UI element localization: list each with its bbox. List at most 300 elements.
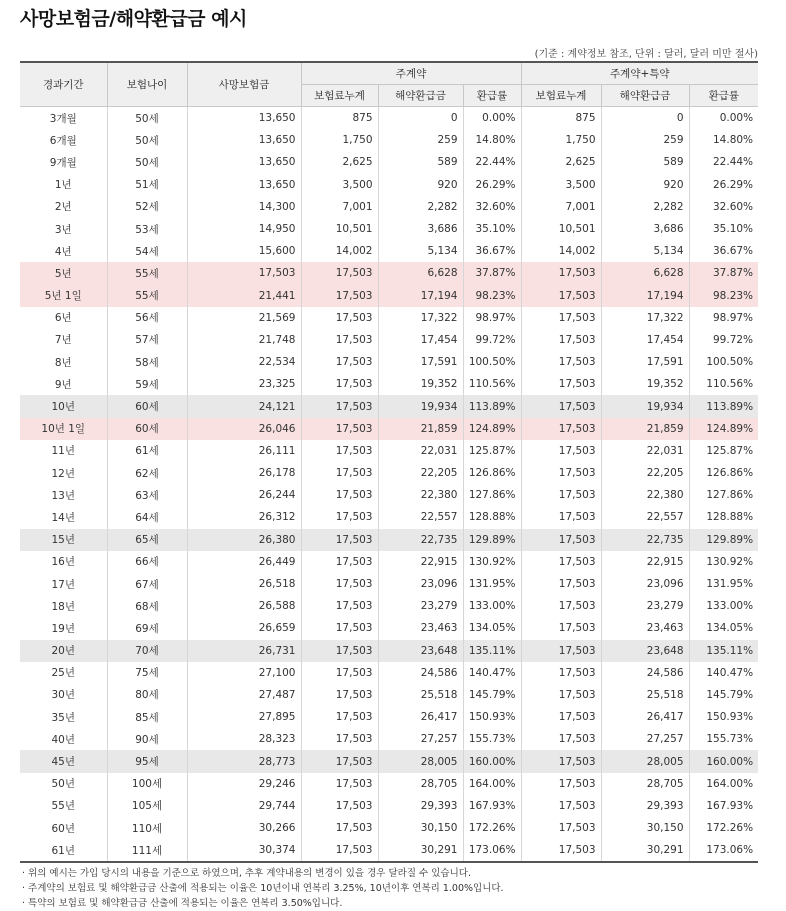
cell-period: 45년 <box>20 750 107 772</box>
header-death-benefit: 사망보험금 <box>187 62 301 107</box>
cell-death-benefit: 26,244 <box>187 484 301 506</box>
cell-combined-premium: 7,001 <box>521 196 601 218</box>
table-row <box>20 706 758 728</box>
cell-main-rate: 134.05% <box>463 617 521 639</box>
cell-main-refund: 6,628 <box>378 262 463 284</box>
cell-main-refund: 17,322 <box>378 307 463 329</box>
cell-age: 60세 <box>107 395 187 417</box>
cell-combined-rate: 129.89% <box>689 529 758 551</box>
cell-combined-rate: 113.89% <box>689 395 758 417</box>
header-combined-refund: 해약환급금 <box>601 85 689 107</box>
cell-combined-premium: 10,501 <box>521 218 601 240</box>
cell-main-premium: 17,503 <box>301 706 378 728</box>
cell-age: 61세 <box>107 440 187 462</box>
cell-main-rate: 0.00% <box>463 107 521 130</box>
cell-death-benefit: 26,449 <box>187 551 301 573</box>
cell-main-rate: 129.89% <box>463 529 521 551</box>
cell-combined-refund: 17,194 <box>601 285 689 307</box>
cell-combined-refund: 23,279 <box>601 595 689 617</box>
cell-main-premium: 17,503 <box>301 395 378 417</box>
cell-main-rate: 36.67% <box>463 240 521 262</box>
cell-period: 61년 <box>20 839 107 862</box>
table-row <box>20 728 758 750</box>
cell-combined-premium: 17,503 <box>521 506 601 528</box>
cell-main-premium: 7,001 <box>301 196 378 218</box>
header-age: 보험나이 <box>107 62 187 107</box>
cell-combined-rate: 172.26% <box>706 822 754 835</box>
table-row <box>20 351 758 373</box>
table-row <box>20 640 758 662</box>
cell-main-refund: 21,859 <box>378 418 463 440</box>
cell-main-premium: 17,503 <box>301 418 378 440</box>
cell-main-premium: 3,500 <box>301 174 378 196</box>
cell-main-refund: 3,686 <box>378 218 463 240</box>
cell-combined-rate: 32.60% <box>713 200 754 213</box>
cell-period: 17년 <box>20 573 107 595</box>
cell-combined-refund: 22,380 <box>601 484 689 506</box>
table-row <box>20 662 758 684</box>
cell-main-premium: 10,501 <box>301 218 378 240</box>
cell-main-premium: 17,503 <box>301 285 378 307</box>
cell-combined-rate: 14.80% <box>713 134 754 147</box>
cell-combined-premium: 17,503 <box>521 351 601 373</box>
cell-combined-rate: 126.86% <box>706 467 754 480</box>
cell-main-refund: 17,454 <box>378 329 463 351</box>
cell-main-refund: 2,282 <box>378 196 463 218</box>
cell-age: 70세 <box>107 640 187 662</box>
table-row <box>20 484 758 506</box>
cell-combined-refund: 19,934 <box>601 395 689 417</box>
cell-combined-refund: 17,454 <box>601 329 689 351</box>
cell-combined-refund: 259 <box>601 129 689 151</box>
cell-main-refund: 22,735 <box>378 529 463 551</box>
cell-combined-refund: 28,005 <box>601 750 689 772</box>
cell-period: 30년 <box>20 684 107 706</box>
cell-main-refund: 19,934 <box>378 395 463 417</box>
cell-period: 7년 <box>20 329 107 351</box>
cell-age: 54세 <box>107 240 187 262</box>
cell-period: 11년 <box>20 440 107 462</box>
cell-death-benefit: 28,323 <box>187 728 301 750</box>
footnote: · 위의 예시는 가입 당시의 내용을 기준으로 하였으며, 추후 계약내용의 변경이 있을 경우 달라질 수 있습니다. <box>22 868 471 879</box>
cell-combined-refund: 24,586 <box>601 662 689 684</box>
cell-age: 55세 <box>107 285 187 307</box>
cell-age: 90세 <box>107 728 187 750</box>
cell-main-rate: 128.88% <box>463 506 521 528</box>
cell-main-premium: 17,503 <box>301 773 378 795</box>
cell-death-benefit: 21,441 <box>187 285 301 307</box>
cell-combined-refund: 17,322 <box>601 307 689 329</box>
cell-main-premium: 17,503 <box>301 307 378 329</box>
cell-death-benefit: 26,588 <box>187 595 301 617</box>
cell-main-rate: 131.95% <box>463 573 521 595</box>
cell-combined-rate: 134.05% <box>706 622 754 635</box>
cell-combined-refund: 589 <box>601 151 689 173</box>
cell-age: 53세 <box>107 218 187 240</box>
cell-main-premium: 17,503 <box>301 484 378 506</box>
cell-main-refund: 17,591 <box>378 351 463 373</box>
cell-combined-premium: 17,503 <box>521 395 601 417</box>
cell-main-refund: 27,257 <box>378 728 463 750</box>
cell-main-premium: 17,503 <box>301 817 378 839</box>
cell-main-premium: 17,503 <box>301 617 378 639</box>
cell-main-premium: 17,503 <box>301 373 378 395</box>
cell-death-benefit: 23,325 <box>187 373 301 395</box>
cell-combined-rate: 22.44% <box>713 156 754 169</box>
cell-main-rate: 98.97% <box>463 307 521 329</box>
cell-death-benefit: 26,111 <box>187 440 301 462</box>
cell-combined-rate: 0.00% <box>719 112 754 125</box>
table-row <box>20 174 758 196</box>
cell-combined-rate: 98.97% <box>713 311 754 324</box>
cell-combined-refund: 22,735 <box>601 529 689 551</box>
cell-combined-premium: 875 <box>521 107 601 130</box>
cell-combined-premium: 17,503 <box>521 573 601 595</box>
cell-combined-rate: 173.06% <box>689 839 758 862</box>
table-row <box>20 506 758 528</box>
cell-combined-refund: 23,096 <box>601 573 689 595</box>
cell-main-refund: 259 <box>378 129 463 151</box>
cell-age: 62세 <box>107 462 187 484</box>
cell-combined-premium: 17,503 <box>521 773 601 795</box>
header-main-rate: 환급률 <box>463 85 521 107</box>
cell-combined-rate: 125.87% <box>706 444 754 457</box>
cell-combined-refund: 27,257 <box>601 728 689 750</box>
cell-period: 6개월 <box>20 129 107 151</box>
cell-combined-premium: 17,503 <box>521 418 601 440</box>
cell-main-refund: 22,557 <box>378 506 463 528</box>
cell-main-rate: 99.72% <box>463 329 521 351</box>
cell-main-rate: 164.00% <box>463 773 521 795</box>
cell-age: 69세 <box>107 617 187 639</box>
cell-main-premium: 17,503 <box>301 506 378 528</box>
cell-combined-rate: 26.29% <box>713 178 754 191</box>
table-row <box>20 240 758 262</box>
cell-combined-refund: 22,915 <box>601 551 689 573</box>
cell-combined-premium: 17,503 <box>521 795 601 817</box>
cell-combined-rate: 145.79% <box>706 688 754 701</box>
table-body <box>20 107 758 863</box>
cell-main-premium: 17,503 <box>301 262 378 284</box>
cell-age: 55세 <box>107 262 187 284</box>
table-row <box>20 595 758 617</box>
cell-combined-premium: 17,503 <box>521 462 601 484</box>
cell-period: 16년 <box>20 551 107 573</box>
cell-main-refund: 22,380 <box>378 484 463 506</box>
page-title: 사망보험금/해약환급금 예시 <box>20 8 247 30</box>
cell-main-premium: 17,503 <box>301 440 378 462</box>
cell-combined-premium: 17,503 <box>521 484 601 506</box>
cell-combined-refund: 30,291 <box>601 839 689 862</box>
cell-period: 5년 <box>20 262 107 284</box>
table-row <box>20 262 758 284</box>
cell-death-benefit: 26,178 <box>187 462 301 484</box>
cell-period: 14년 <box>20 506 107 528</box>
cell-combined-rate: 155.73% <box>706 733 754 746</box>
cell-age: 63세 <box>107 484 187 506</box>
cell-death-benefit: 21,748 <box>187 329 301 351</box>
cell-age: 52세 <box>107 196 187 218</box>
cell-combined-premium: 2,625 <box>521 151 601 173</box>
cell-main-premium: 17,503 <box>301 462 378 484</box>
cell-death-benefit: 26,731 <box>187 640 301 662</box>
table-row <box>20 151 758 173</box>
cell-main-premium: 17,503 <box>301 684 378 706</box>
cell-main-premium: 17,503 <box>301 551 378 573</box>
cell-combined-rate: 160.00% <box>689 750 758 772</box>
cell-combined-rate: 131.95% <box>706 578 754 591</box>
cell-death-benefit: 24,121 <box>187 395 301 417</box>
cell-main-rate: 100.50% <box>463 351 521 373</box>
table-row <box>20 750 758 772</box>
cell-death-benefit: 30,374 <box>187 839 301 862</box>
cell-death-benefit: 17,503 <box>187 262 301 284</box>
cell-death-benefit: 29,246 <box>187 773 301 795</box>
cell-period: 12년 <box>20 462 107 484</box>
cell-combined-refund: 29,393 <box>601 795 689 817</box>
cell-death-benefit: 13,650 <box>187 151 301 173</box>
cell-main-refund: 23,648 <box>378 640 463 662</box>
cell-combined-premium: 17,503 <box>521 728 601 750</box>
cell-combined-premium: 17,503 <box>521 817 601 839</box>
cell-main-rate: 172.26% <box>463 817 521 839</box>
cell-period: 35년 <box>20 706 107 728</box>
cell-period: 9개월 <box>20 151 107 173</box>
cell-period: 5년 1일 <box>20 285 107 307</box>
cell-age: 105세 <box>107 795 187 817</box>
cell-age: 66세 <box>107 551 187 573</box>
header-combined-rate: 환급률 <box>689 85 758 107</box>
cell-combined-premium: 1,750 <box>521 129 601 151</box>
cell-death-benefit: 26,312 <box>187 506 301 528</box>
cell-age: 51세 <box>107 174 187 196</box>
cell-combined-refund: 5,134 <box>601 240 689 262</box>
cell-main-rate: 98.23% <box>463 285 521 307</box>
cell-death-benefit: 28,773 <box>187 750 301 772</box>
table-header <box>20 62 758 107</box>
cell-main-refund: 920 <box>378 174 463 196</box>
cell-main-rate: 173.06% <box>463 839 521 862</box>
table-row <box>20 129 758 151</box>
table-row <box>20 285 758 307</box>
table-row <box>20 440 758 462</box>
cell-main-refund: 17,194 <box>378 285 463 307</box>
footnotes <box>22 866 504 911</box>
table-row <box>20 196 758 218</box>
cell-combined-refund: 25,518 <box>601 684 689 706</box>
cell-main-refund: 24,586 <box>378 662 463 684</box>
table-row <box>20 529 758 551</box>
cell-combined-rate: 110.56% <box>706 378 754 391</box>
cell-combined-refund: 3,686 <box>601 218 689 240</box>
table-row <box>20 373 758 395</box>
header-main-plus-rider: 주계약+특약 <box>521 62 758 85</box>
cell-combined-premium: 17,503 <box>521 595 601 617</box>
cell-combined-premium: 17,503 <box>521 662 601 684</box>
header-period: 경과기간 <box>20 62 107 107</box>
cell-main-premium: 17,503 <box>301 795 378 817</box>
unit-note: (기준 : 계약정보 참조, 단위 : 달러, 달러 미만 절사) <box>534 49 758 60</box>
cell-age: 50세 <box>107 129 187 151</box>
table-row <box>20 329 758 351</box>
cell-combined-refund: 22,205 <box>601 462 689 484</box>
cell-main-premium: 17,503 <box>301 839 378 862</box>
cell-main-premium: 875 <box>301 107 378 130</box>
cell-age: 64세 <box>107 506 187 528</box>
cell-combined-rate: 35.10% <box>713 223 754 236</box>
cell-main-refund: 30,291 <box>378 839 463 862</box>
cell-age: 65세 <box>107 529 187 551</box>
cell-period: 9년 <box>20 373 107 395</box>
cell-main-rate: 32.60% <box>463 196 521 218</box>
cell-main-refund: 5,134 <box>378 240 463 262</box>
cell-main-premium: 17,503 <box>301 750 378 772</box>
cell-main-refund: 22,031 <box>378 440 463 462</box>
cell-age: 100세 <box>107 773 187 795</box>
cell-combined-premium: 17,503 <box>521 373 601 395</box>
cell-combined-rate: 37.87% <box>689 262 758 284</box>
table-row <box>20 817 758 839</box>
table-row <box>20 218 758 240</box>
cell-main-premium: 1,750 <box>301 129 378 151</box>
cell-main-premium: 17,503 <box>301 595 378 617</box>
cell-main-rate: 124.89% <box>463 418 521 440</box>
cell-combined-rate: 167.93% <box>706 799 754 812</box>
cell-main-refund: 30,150 <box>378 817 463 839</box>
header-main-premium: 보험료누계 <box>301 85 378 107</box>
cell-main-premium: 14,002 <box>301 240 378 262</box>
cell-combined-premium: 17,503 <box>521 684 601 706</box>
cell-combined-rate: 100.50% <box>706 356 754 369</box>
cell-combined-rate: 124.89% <box>689 418 758 440</box>
cell-main-rate: 167.93% <box>463 795 521 817</box>
cell-age: 75세 <box>107 662 187 684</box>
cell-age: 67세 <box>107 573 187 595</box>
cell-combined-refund: 19,352 <box>601 373 689 395</box>
cell-combined-rate: 98.23% <box>689 285 758 307</box>
cell-death-benefit: 30,266 <box>187 817 301 839</box>
cell-period: 10년 1일 <box>20 418 107 440</box>
cell-combined-premium: 17,503 <box>521 750 601 772</box>
header-main-contract: 주계약 <box>301 62 521 85</box>
cell-main-rate: 113.89% <box>463 395 521 417</box>
cell-main-rate: 110.56% <box>463 373 521 395</box>
cell-combined-rate: 150.93% <box>706 711 754 724</box>
cell-main-refund: 22,205 <box>378 462 463 484</box>
table-row <box>20 107 758 130</box>
header-combined-premium: 보험료누계 <box>521 85 601 107</box>
cell-main-rate: 126.86% <box>463 462 521 484</box>
cell-combined-premium: 17,503 <box>521 617 601 639</box>
refund-table <box>20 61 758 863</box>
table-row <box>20 573 758 595</box>
footnote: · 주계약의 보험료 및 해약환급금 산출에 적용되는 이율은 10년이내 연복리 3.25%, 10년이후 연복리 1.00%입니다. <box>22 883 504 894</box>
cell-combined-refund: 17,591 <box>601 351 689 373</box>
cell-combined-premium: 17,503 <box>521 285 601 307</box>
cell-main-premium: 17,503 <box>301 662 378 684</box>
cell-combined-rate: 164.00% <box>706 777 754 790</box>
cell-death-benefit: 14,300 <box>187 196 301 218</box>
cell-combined-premium: 3,500 <box>521 174 601 196</box>
cell-period: 3년 <box>20 218 107 240</box>
cell-period: 13년 <box>20 484 107 506</box>
cell-period: 40년 <box>20 728 107 750</box>
cell-main-refund: 26,417 <box>378 706 463 728</box>
cell-main-rate: 37.87% <box>463 262 521 284</box>
header-main-refund: 해약환급금 <box>378 85 463 107</box>
cell-combined-rate: 133.00% <box>706 600 754 613</box>
cell-main-premium: 17,503 <box>301 728 378 750</box>
cell-period: 50년 <box>20 773 107 795</box>
cell-age: 68세 <box>107 595 187 617</box>
cell-main-rate: 160.00% <box>463 750 521 772</box>
cell-death-benefit: 26,046 <box>187 418 301 440</box>
cell-combined-refund: 21,859 <box>601 418 689 440</box>
table-row <box>20 839 758 862</box>
cell-period: 8년 <box>20 351 107 373</box>
cell-main-refund: 22,915 <box>378 551 463 573</box>
table-row <box>20 395 758 417</box>
cell-death-benefit: 22,534 <box>187 351 301 373</box>
cell-period: 55년 <box>20 795 107 817</box>
cell-main-premium: 17,503 <box>301 529 378 551</box>
cell-main-premium: 17,503 <box>301 351 378 373</box>
cell-period: 25년 <box>20 662 107 684</box>
cell-combined-premium: 17,503 <box>521 551 601 573</box>
cell-main-rate: 155.73% <box>463 728 521 750</box>
cell-combined-refund: 26,417 <box>601 706 689 728</box>
cell-main-refund: 29,393 <box>378 795 463 817</box>
cell-combined-rate: 127.86% <box>706 489 754 502</box>
cell-age: 80세 <box>107 684 187 706</box>
cell-main-rate: 127.86% <box>463 484 521 506</box>
table-row <box>20 617 758 639</box>
cell-age: 50세 <box>107 151 187 173</box>
cell-combined-premium: 17,503 <box>521 839 601 862</box>
cell-age: 111세 <box>107 839 187 862</box>
cell-age: 85세 <box>107 706 187 728</box>
cell-main-rate: 35.10% <box>463 218 521 240</box>
cell-main-rate: 14.80% <box>463 129 521 151</box>
cell-death-benefit: 29,744 <box>187 795 301 817</box>
cell-main-rate: 26.29% <box>463 174 521 196</box>
cell-main-premium: 2,625 <box>301 151 378 173</box>
cell-death-benefit: 13,650 <box>187 174 301 196</box>
cell-death-benefit: 26,518 <box>187 573 301 595</box>
table-row <box>20 795 758 817</box>
cell-combined-refund: 23,648 <box>601 640 689 662</box>
cell-main-rate: 135.11% <box>463 640 521 662</box>
cell-combined-premium: 17,503 <box>521 706 601 728</box>
cell-combined-rate: 99.72% <box>713 333 754 346</box>
cell-main-refund: 19,352 <box>378 373 463 395</box>
cell-combined-refund: 23,463 <box>601 617 689 639</box>
cell-combined-premium: 17,503 <box>521 329 601 351</box>
cell-period: 19년 <box>20 617 107 639</box>
cell-main-premium: 17,503 <box>301 329 378 351</box>
cell-age: 110세 <box>107 817 187 839</box>
cell-age: 58세 <box>107 351 187 373</box>
cell-main-rate: 130.92% <box>463 551 521 573</box>
cell-main-refund: 23,463 <box>378 617 463 639</box>
cell-death-benefit: 27,100 <box>187 662 301 684</box>
cell-death-benefit: 21,569 <box>187 307 301 329</box>
cell-combined-premium: 17,503 <box>521 307 601 329</box>
cell-main-refund: 23,096 <box>378 573 463 595</box>
cell-main-refund: 28,005 <box>378 750 463 772</box>
cell-combined-premium: 17,503 <box>521 440 601 462</box>
cell-main-rate: 150.93% <box>463 706 521 728</box>
